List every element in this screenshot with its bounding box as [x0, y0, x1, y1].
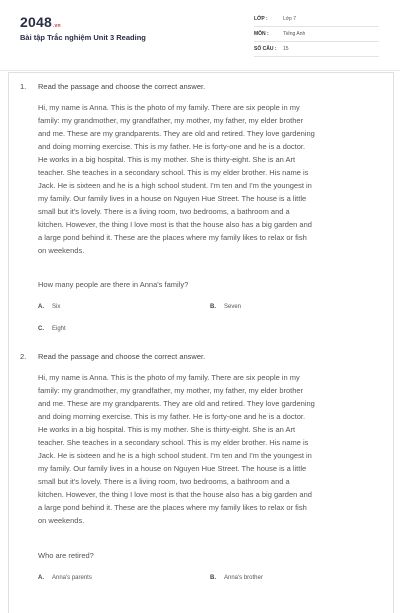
passage-line: and me. These are my grandparents. They are old and retired. They love gardening — [38, 399, 315, 408]
answer-option-b[interactable] — [210, 575, 263, 581]
header-divider — [0, 70, 400, 71]
logo-text: 2048 — [20, 14, 52, 30]
reading-passage — [38, 101, 378, 257]
meta-key: SỐ CÂU : — [254, 46, 277, 52]
option-letter: A. — [38, 304, 44, 310]
passage-line: Hi, my name is Anna. This is the photo of my family. There are six people in my — [38, 103, 300, 112]
passage-line: Hi, my name is Anna. This is the photo of my family. There are six people in my — [38, 373, 300, 382]
reading-passage — [38, 371, 378, 527]
answer-option-c[interactable] — [38, 326, 66, 332]
option-text: Six — [52, 304, 61, 310]
page-header — [0, 0, 400, 68]
passage-line: my family. Our family lives in a house on Nguyen Hue Street. The house is a little — [38, 194, 307, 203]
question-text: Who are retired? — [38, 551, 94, 560]
answer-option-a[interactable] — [38, 575, 92, 581]
passage-line: kitchen. However, the thing I love most is that the house also has a big garden and — [38, 490, 312, 499]
option-letter: A. — [38, 575, 44, 581]
passage-line: on weekends. — [38, 246, 85, 255]
option-letter: B. — [210, 575, 216, 581]
option-text: Anna's brother — [224, 575, 263, 581]
option-letter: C. — [38, 326, 44, 332]
option-text: Seven — [224, 304, 242, 310]
passage-line: Jack. He is sixteen and he is a high school student. I'm ten and I'm the youngest in — [38, 451, 312, 460]
passage-line: family: my grandmother, my grandfather, my mother, my father, my elder brother — [38, 386, 304, 395]
meta-row-class — [254, 14, 379, 27]
passage-line: and doing morning exercise. This is my father. He is forty-one and he is a doctor. — [38, 412, 306, 421]
question-text: How many people are there in Anna's family? — [38, 280, 189, 289]
meta-value: Tiếng Anh — [283, 31, 306, 37]
passage-line: Jack. He is sixteen and he is a high school student. I'm ten and I'm the youngest in — [38, 181, 312, 190]
meta-row-subject — [254, 29, 379, 42]
option-text: Eight — [52, 326, 66, 332]
meta-key: LỚP : — [254, 16, 268, 22]
passage-line: a large pond behind it. These are the places where my family likes to relax or fish — [38, 503, 307, 512]
logo-suffix: .vn — [52, 23, 61, 29]
meta-value: Lớp 7 — [283, 16, 297, 22]
passage-line: He works in a big hospital. This is my mother. She is thirty-eight. She is an Art — [38, 425, 296, 434]
question-number: 2. — [20, 352, 27, 361]
site-logo[interactable] — [20, 14, 61, 30]
passage-line: small but it's lovely. There is a living room, two bedrooms, a bathroom and a — [38, 477, 290, 486]
question-prompt: Read the passage and choose the correct answer. — [38, 352, 206, 361]
option-text: Anna's parents — [52, 575, 92, 581]
passage-line: on weekends. — [38, 516, 85, 525]
answer-option-a[interactable] — [38, 304, 60, 310]
meta-value: 15 — [283, 46, 289, 52]
passage-line: a large pond behind it. These are the places where my family likes to relax or fish — [38, 233, 307, 242]
document-title: Bài tập Trắc nghiệm Unit 3 Reading — [20, 33, 146, 42]
passage-line: teacher. She teaches in a secondary school. This is my elder brother. His name is — [38, 168, 309, 177]
answer-option-b[interactable] — [210, 304, 241, 310]
passage-line: small but it's lovely. There is a living room, two bedrooms, a bathroom and a — [38, 207, 290, 216]
passage-line: family: my grandmother, my grandfather, my mother, my father, my elder brother — [38, 116, 304, 125]
passage-line: kitchen. However, the thing I love most is that the house also has a big garden and — [38, 220, 312, 229]
question-number: 1. — [20, 82, 27, 91]
passage-line: my family. Our family lives in a house on Nguyen Hue Street. The house is a little — [38, 464, 307, 473]
meta-key: MÔN : — [254, 31, 269, 37]
passage-line: teacher. She teaches in a secondary school. This is my elder brother. His name is — [38, 438, 309, 447]
meta-row-count — [254, 44, 379, 57]
question-prompt: Read the passage and choose the correct answer. — [38, 82, 206, 91]
passage-line: and doing morning exercise. This is my father. He is forty-one and he is a doctor. — [38, 142, 306, 151]
option-letter: B. — [210, 304, 216, 310]
passage-line: and me. These are my grandparents. They are old and retired. They love gardening — [38, 129, 315, 138]
passage-line: He works in a big hospital. This is my mother. She is thirty-eight. She is an Art — [38, 155, 296, 164]
